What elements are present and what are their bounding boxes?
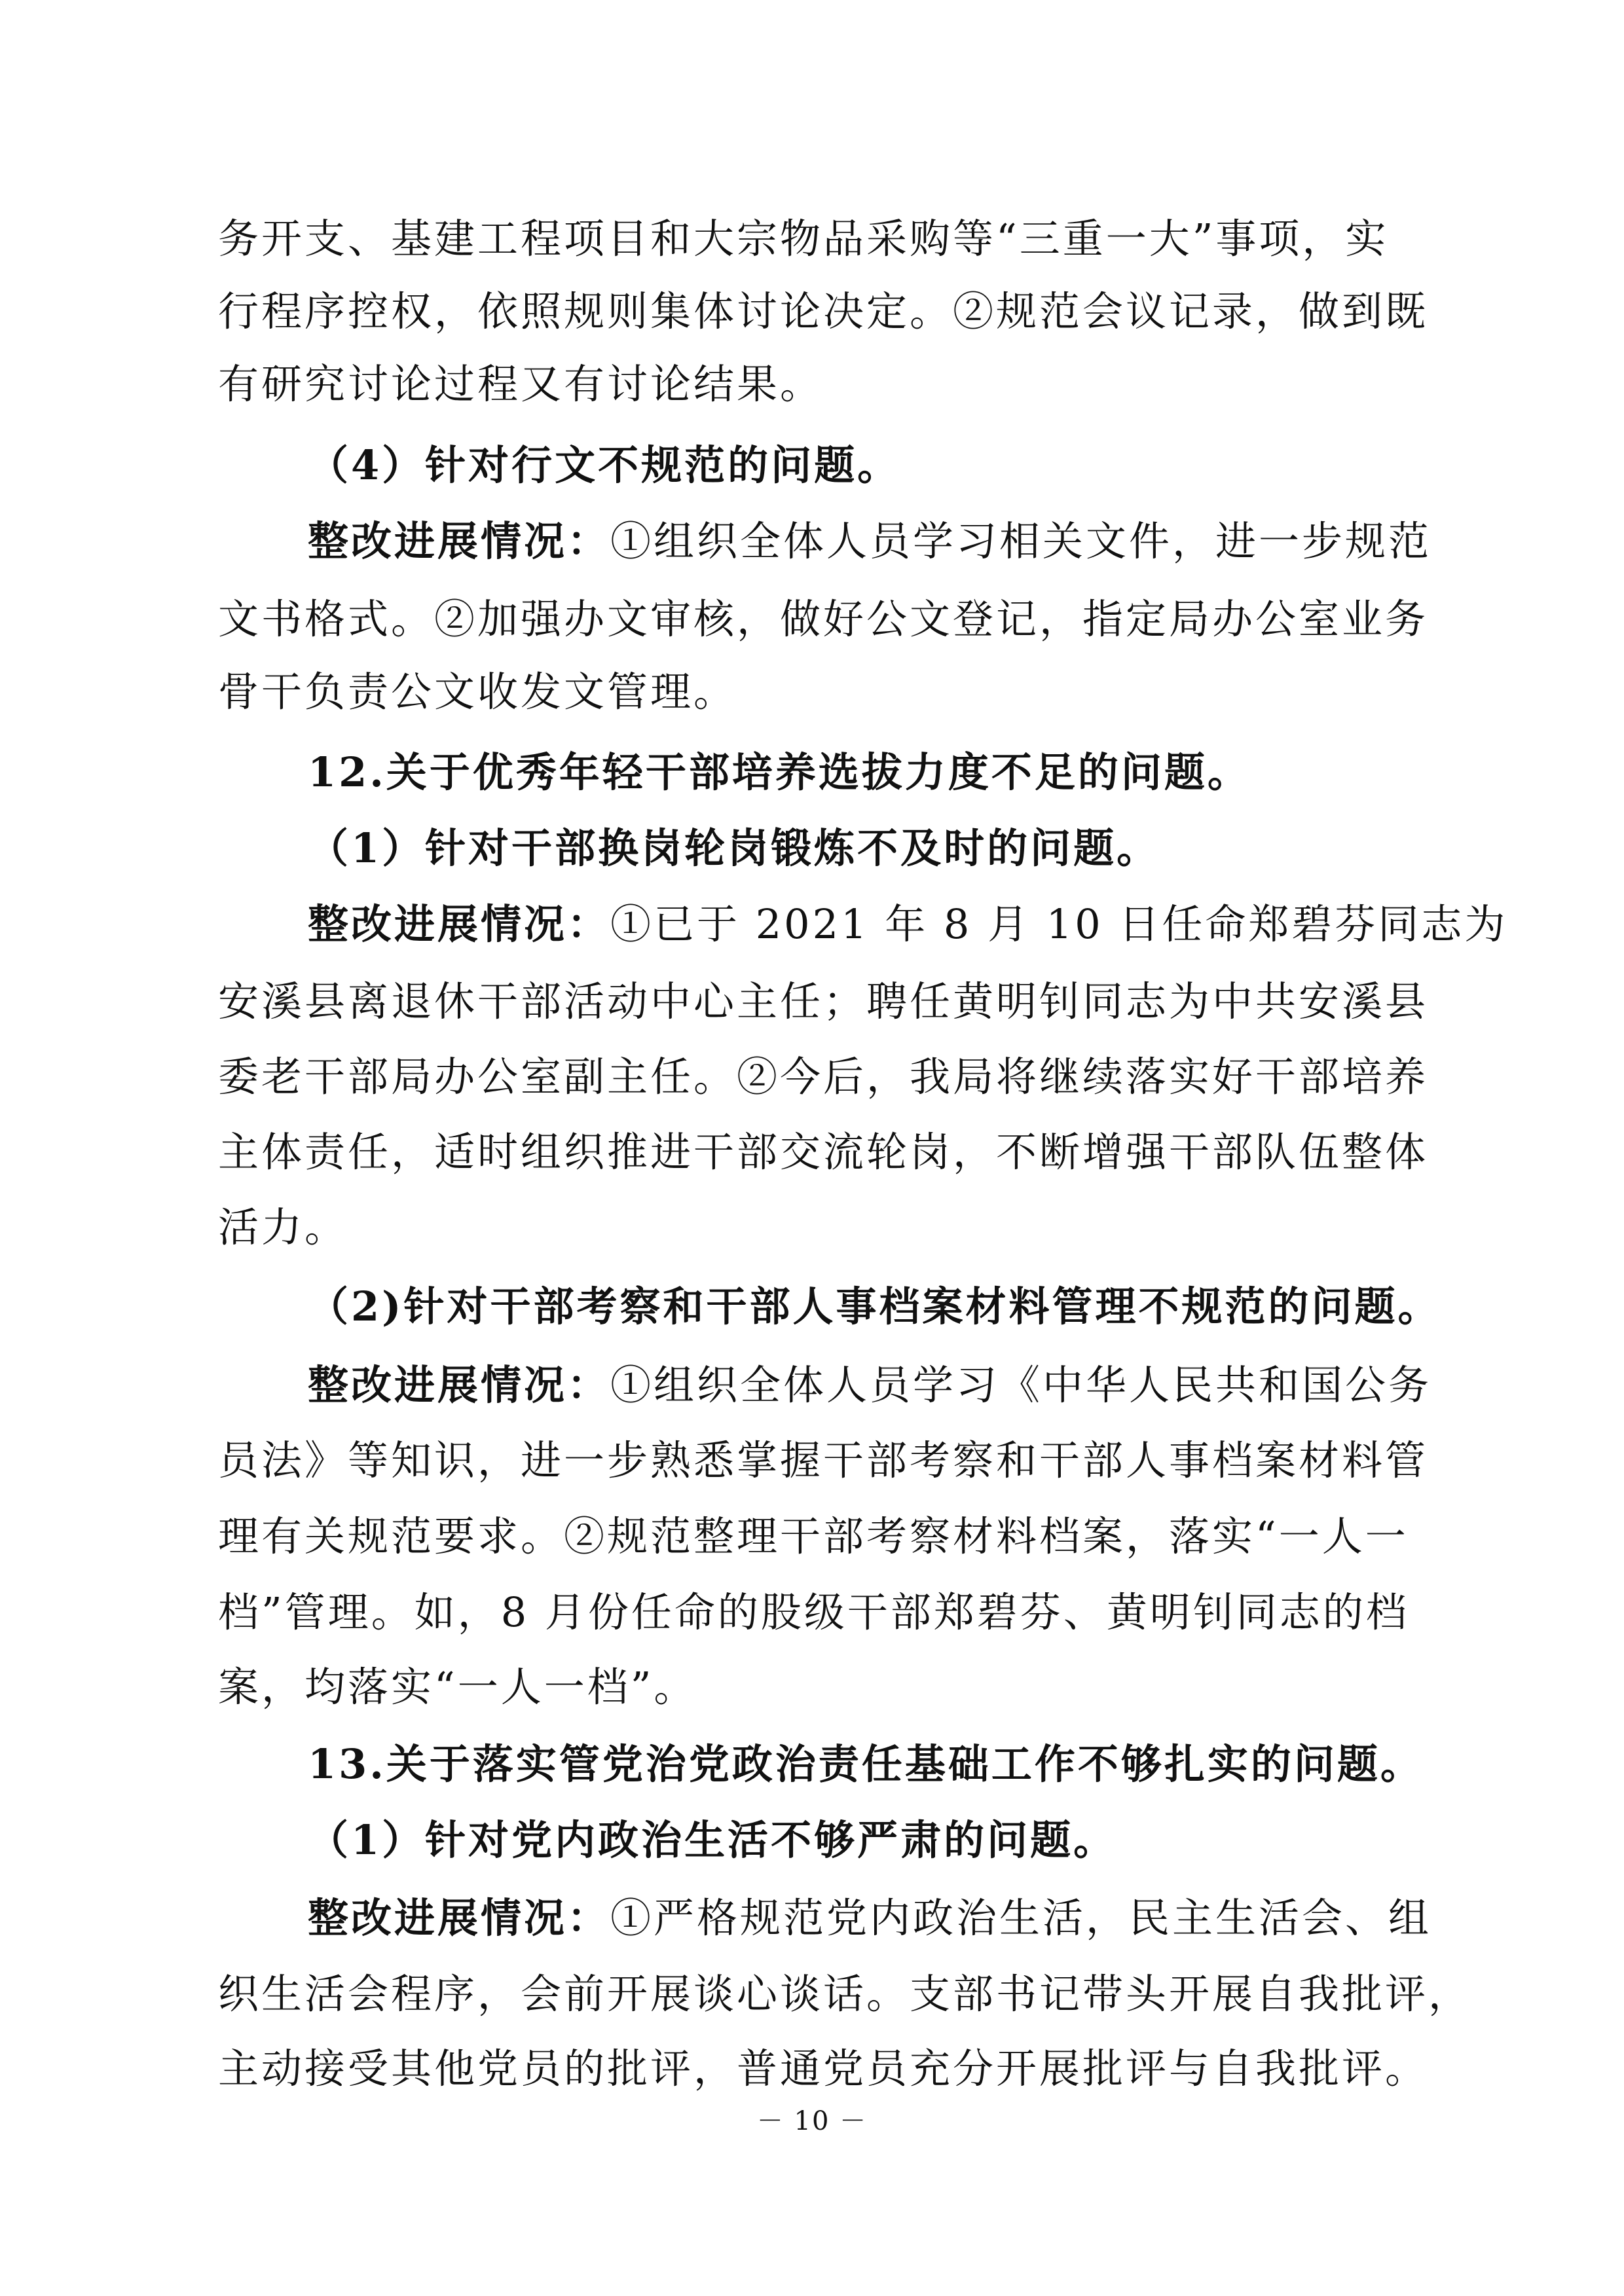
progress-text: ①严格规范党内政治生活，民主生活会、组 <box>610 1894 1432 1942</box>
item-heading: （2)针对干部考察和干部人事档案材料管理不规范的问题。 <box>308 1283 1441 1330</box>
body-line: 活力。 <box>218 1203 348 1251</box>
progress-label: 整改进展情况： <box>308 517 611 565</box>
progress-text: ①组织全体人员学习《中华人民共和国公务 <box>610 1361 1432 1409</box>
progress-paragraph-line <box>308 1889 1432 1948</box>
body-line: 档”管理。如，8 月份任命的股级干部郑碧芬、黄明钊同志的档 <box>218 1588 1409 1636</box>
body-line: 行程序控权，依照规则集体讨论决定。②规范会议记录，做到既 <box>218 287 1429 335</box>
body-line: 文书格式。②加强办文审核，做好公文登记，指定局办公室业务 <box>218 595 1429 643</box>
progress-paragraph-line <box>308 895 1508 954</box>
body-line: 主体责任，适时组织推进干部交流轮岗，不断增强干部队伍整体 <box>218 1128 1429 1176</box>
body-line: 织生活会程序，会前开展谈心谈话。支部书记带头开展自我批评， <box>218 1970 1472 2018</box>
body-line: 骨干负责公文收发文管理。 <box>218 668 737 716</box>
body-line: 有研究讨论过程又有讨论结果。 <box>218 360 824 408</box>
progress-text: ①已于 2021 年 8 月 10 日任命郑碧芬同志为 <box>610 900 1508 948</box>
progress-label: 整改进展情况： <box>308 1894 611 1942</box>
body-line: 安溪县离退休干部活动中心主任；聘任黄明钊同志为中共安溪县 <box>218 977 1429 1025</box>
progress-text: ①组织全体人员学习相关文件，进一步规范 <box>610 517 1432 565</box>
page-number: － 10 － <box>756 2106 868 2136</box>
body-line: 主动接受其他党员的批评，普通党员充分开展批评与自我批评。 <box>218 2045 1429 2092</box>
body-line: 委老干部局办公室副主任。②今后，我局将继续落实好干部培养 <box>218 1053 1429 1101</box>
item-heading: （1）针对党内政治生活不够严肃的问题。 <box>308 1816 1117 1864</box>
body-line: 理有关规范要求。②规范整理干部考察材料档案，落实“一人一 <box>218 1512 1409 1560</box>
body-line: 务开支、基建工程项目和大宗物品采购等“三重一大”事项，实 <box>218 215 1389 263</box>
item-heading: （1）针对干部换岗轮岗锻炼不及时的问题。 <box>308 824 1160 872</box>
body-line: 员法》等知识，进一步熟悉掌握干部考察和干部人事档案材料管 <box>218 1436 1429 1484</box>
progress-label: 整改进展情况： <box>308 1361 611 1409</box>
section-heading: 13.关于落实管党治党政治责任基础工作不够扎实的问题。 <box>308 1740 1424 1788</box>
body-line: 案，均落实“一人一档”。 <box>218 1663 697 1711</box>
section-heading: 12.关于优秀年轻干部培养选拔力度不足的问题。 <box>308 748 1251 796</box>
progress-paragraph-line <box>308 512 1432 571</box>
progress-paragraph-line <box>308 1356 1432 1415</box>
item-heading: （4）针对行文不规范的问题。 <box>308 441 901 489</box>
progress-label: 整改进展情况： <box>308 900 611 948</box>
